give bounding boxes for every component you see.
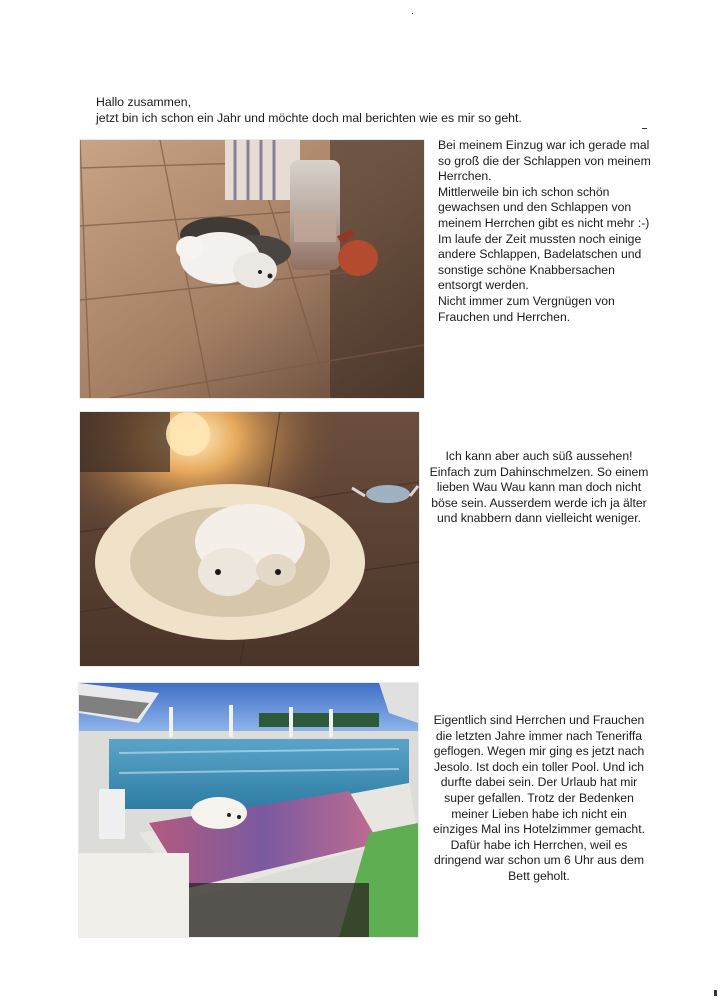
intro-line: jetzt bin ich schon ein Jahr und möchte doch mal berichten wie es mir so geht. xyxy=(96,111,522,125)
photo-dog-at-pool xyxy=(79,683,418,937)
caption-section-3 xyxy=(428,713,650,885)
dog-in-bed-illustration xyxy=(80,412,419,666)
scan-speck xyxy=(714,990,717,996)
dog-on-tiles-illustration xyxy=(80,140,424,398)
greeting: Hallo zusammen, xyxy=(96,95,191,109)
dog-at-pool-illustration xyxy=(79,683,418,937)
scan-speck xyxy=(642,128,647,129)
caption-text: Bei meinem Einzug war ich gerade mal so groß die der Schlappen von meinem Herrchen. Mittlerweile bin ich schon schön gewachsen und den Schlappen von meinem Herrchen gibt es nicht mehr :-) Im laufe der Zeit mussten noch einige andere Schlappen, Badelatschen und sonstige schöne Knabbersachen entsorgt werden. Nicht immer zum Vergnügen von Frauchen und Herrchen. xyxy=(438,138,651,324)
caption-text: Eigentlich sind Herrchen und Frauchen die letzten Jahre immer nach Teneriffa geflogen. Wegen mir ging es jetzt nach Jesolo. Ist doch ein toller Pool. Und ich durfte dabei sein. Der Urlaub hat mir super gefallen. Trotz der Bedenken meiner Lieben habe ich nicht ein einziges Mal ins Hotelzimmer gemacht. Dafür habe ich Herrchen, weil es dringend war schon um 6 Uhr aus dem Bett geholt. xyxy=(432,713,645,883)
caption-section-2 xyxy=(428,449,650,527)
caption-text: Ich kann aber auch süß aussehen! Einfach zum Dahinschmelzen. So einem lieben Wau Wau kann man doch nicht böse sein. Ausserdem werde ich ja älter und knabbern dann vielleicht weniger. xyxy=(429,449,649,526)
photo-dog-on-tiles xyxy=(80,140,424,398)
photo-dog-in-bed xyxy=(80,412,419,666)
caption-section-1 xyxy=(438,138,653,325)
scan-speck xyxy=(412,13,413,14)
intro-text xyxy=(96,94,522,126)
